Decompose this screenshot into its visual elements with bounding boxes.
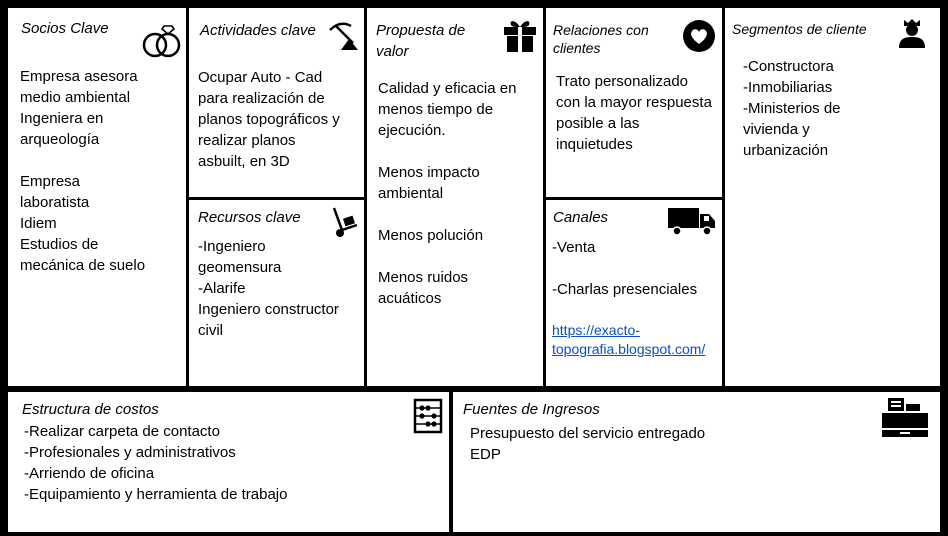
truck-icon xyxy=(667,206,717,236)
hand-truck-icon xyxy=(329,204,361,240)
rings-icon xyxy=(140,20,184,60)
person-icon xyxy=(897,18,927,48)
canales-box xyxy=(546,200,722,386)
propuesta-valor-box xyxy=(367,8,543,386)
gift-icon xyxy=(503,17,537,53)
socios-clave-box xyxy=(8,8,186,386)
estructura-costos-text: -Realizar carpeta de contacto -Profesionales y administrativos -Arriendo de oficina -Equipamiento y herramienta de trabajo xyxy=(24,423,288,503)
propuesta-valor-text: Calidad y eficacia en menos tiempo de ejecución. Menos impacto ambiental Menos polución Menos ruidos acuáticos xyxy=(378,80,517,307)
actividades-clave-title: Actividades clave xyxy=(200,22,316,39)
socios-clave-text: Empresa asesora medio ambiental Ingeniera en arqueología Empresa laboratista Idiem Estudios de mecánica de suelo xyxy=(20,68,146,274)
actividades-clave-text: Ocupar Auto - Cad para realización de planos topográficos y realizar planos asbuilt, en 3D xyxy=(198,69,340,170)
pickaxe-icon xyxy=(327,20,359,52)
relaciones-clientes-title: Relaciones con clientes xyxy=(553,22,649,56)
socios-clave-title: Socios Clave xyxy=(21,20,109,37)
heart-icon xyxy=(682,19,716,53)
actividades-clave-box xyxy=(189,8,364,197)
estructura-costos-title: Estructura de costos xyxy=(22,401,159,418)
fuentes-ingresos-text: Presupuesto del servicio entregado EDP xyxy=(470,425,706,463)
estructura-costos-box xyxy=(8,392,449,532)
canales-text: -Venta -Charlas presenciales xyxy=(552,239,698,298)
fuentes-ingresos-box xyxy=(453,392,940,532)
relaciones-clientes-text: Trato personalizado con la mayor respuesta posible a las inquietudes xyxy=(556,73,712,153)
fuentes-ingresos-title: Fuentes de Ingresos xyxy=(463,401,600,418)
propuesta-valor-title: Propuesta de valor xyxy=(376,22,466,60)
relaciones-clientes-box xyxy=(546,8,722,197)
segmentos-cliente-title: Segmentos de cliente xyxy=(732,21,867,37)
recursos-clave-text: -Ingeniero geomensura -Alarife Ingeniero constructor civil xyxy=(198,238,339,339)
cash-register-icon xyxy=(880,396,930,438)
canales-blog-link[interactable]: https://exacto- topografia.blogspot.com/ xyxy=(552,322,706,357)
segmentos-cliente-text: -Constructora -Inmobiliarias -Ministerios de vivienda y urbanización xyxy=(743,58,841,159)
recursos-clave-title: Recursos clave xyxy=(198,209,301,226)
canales-title: Canales xyxy=(553,209,609,226)
segmentos-cliente-box xyxy=(725,8,940,386)
recursos-clave-box xyxy=(189,200,364,386)
